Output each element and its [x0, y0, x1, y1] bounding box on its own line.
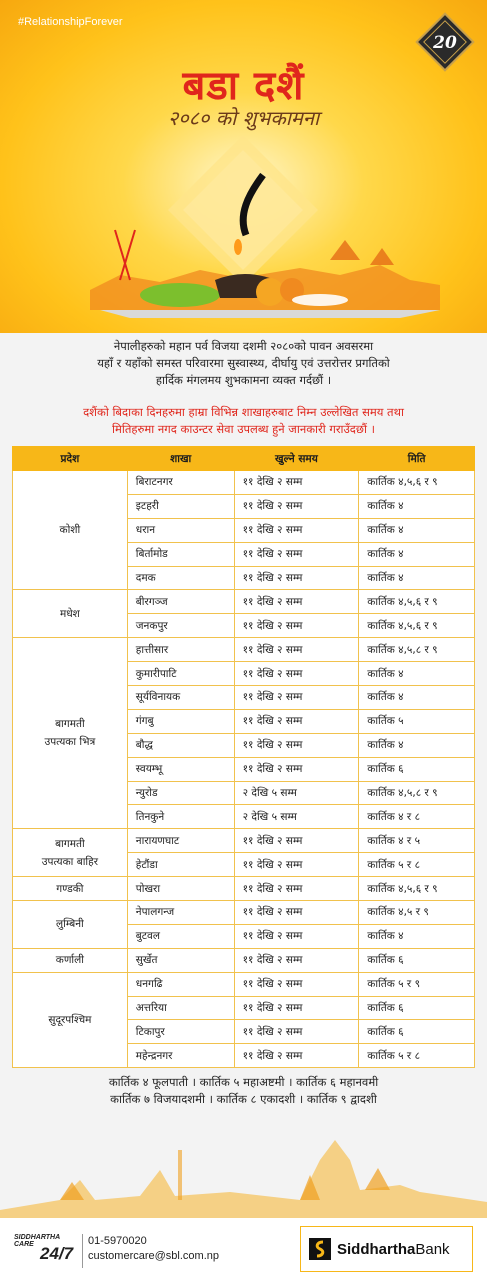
time-cell: ११ देखि २ सम्म	[234, 566, 359, 590]
time-cell: ११ देखि २ सम्म	[234, 853, 359, 877]
time-cell: ११ देखि २ सम्म	[234, 614, 359, 638]
branch-cell: नेपालगन्ज	[127, 901, 234, 925]
branch-cell: हेटौंडा	[127, 853, 234, 877]
branch-cell: कुमारीपाटि	[127, 662, 234, 686]
time-cell: ११ देखि २ सम्म	[234, 948, 359, 972]
page-subtitle: २०८० को शुभकामना	[167, 106, 320, 130]
time-cell: ११ देखि २ सम्म	[234, 877, 359, 901]
date-cell: कार्तिक ४	[359, 733, 475, 757]
province-cell: लुम्बिनी	[13, 901, 128, 949]
care-brand-text: SIDDHARTHA	[14, 1234, 61, 1241]
date-cell: कार्तिक ५	[359, 709, 475, 733]
email-link[interactable]: customercare@sbl.com.np	[88, 1250, 219, 1262]
time-cell: ११ देखि २ सम्म	[234, 996, 359, 1020]
column-header-date: मिति	[359, 447, 475, 471]
branch-schedule-table	[12, 446, 475, 1068]
branch-cell: बुटवल	[127, 924, 234, 948]
customer-care-logo	[14, 1234, 78, 1263]
date-cell: कार्तिक ४	[359, 542, 475, 566]
branch-cell: टिकापुर	[127, 1020, 234, 1044]
bank-name-rest: Bank	[415, 1240, 450, 1258]
date-cell: कार्तिक ६	[359, 948, 475, 972]
bank-logo	[300, 1226, 473, 1272]
branch-cell: पोखरा	[127, 877, 234, 901]
branch-cell: न्युरोड	[127, 781, 234, 805]
time-cell: २ देखि ५ सम्म	[234, 781, 359, 805]
time-cell: ११ देखि २ सम्म	[234, 471, 359, 495]
branch-cell: बीरगञ्ज	[127, 590, 234, 614]
province-cell: गण्डकी	[13, 877, 128, 901]
table-row	[13, 471, 475, 495]
branch-cell: जनकपुर	[127, 614, 234, 638]
date-cell: कार्तिक ४,५,६ र ९	[359, 614, 475, 638]
date-legend-line: कार्तिक ७ विजयादशमी । कार्तिक ८ एकादशी । कार्तिक ९ द्वादशी	[110, 1092, 377, 1106]
date-legend	[0, 1074, 487, 1108]
time-cell: ११ देखि २ सम्म	[234, 686, 359, 710]
branch-cell: धरान	[127, 518, 234, 542]
contact-info	[88, 1234, 219, 1264]
province-cell: बागमती उपत्यका बाहिर	[13, 829, 128, 877]
branch-cell: सूर्यविनायक	[127, 686, 234, 710]
time-cell: ११ देखि २ सम्म	[234, 709, 359, 733]
time-cell: ११ देखि २ सम्म	[234, 494, 359, 518]
phone-number[interactable]: 01-5970020	[88, 1235, 147, 1247]
table-body	[13, 471, 475, 1068]
date-cell: कार्तिक ४ र ८	[359, 805, 475, 829]
time-cell: ११ देखि २ सम्म	[234, 924, 359, 948]
date-cell: कार्तिक ५ र ९	[359, 972, 475, 996]
branch-cell: गंगबु	[127, 709, 234, 733]
time-cell: ११ देखि २ सम्म	[234, 638, 359, 662]
heritage-skyline-illustration	[0, 1130, 487, 1218]
festival-banner	[0, 0, 487, 333]
table-row	[13, 590, 475, 614]
province-cell: कर्णाली	[13, 948, 128, 972]
time-cell: ११ देखि २ सम्म	[234, 1020, 359, 1044]
date-cell: कार्तिक ५ र ८	[359, 1044, 475, 1068]
date-cell: कार्तिक ४,५,६ र ९	[359, 877, 475, 901]
greeting-message	[30, 338, 457, 389]
time-cell: ११ देखि २ सम्म	[234, 972, 359, 996]
time-cell: ११ देखि २ सम्म	[234, 757, 359, 781]
branch-cell: हात्तीसार	[127, 638, 234, 662]
bank-name	[337, 1241, 450, 1258]
branch-cell: बिर्तामोड	[127, 542, 234, 566]
time-cell: ११ देखि २ सम्म	[234, 1044, 359, 1068]
footer-divider	[82, 1234, 83, 1268]
table-header-row	[13, 447, 475, 471]
branch-cell: सुर्खेत	[127, 948, 234, 972]
time-cell: ११ देखि २ सम्म	[234, 901, 359, 925]
column-header-branch: शाखा	[127, 447, 234, 471]
date-cell: कार्तिक ४	[359, 494, 475, 518]
date-cell: कार्तिक ४,५,८ र ९	[359, 781, 475, 805]
time-cell: ११ देखि २ सम्म	[234, 733, 359, 757]
table-row	[13, 638, 475, 662]
care-hours-text: 24/7	[40, 1244, 74, 1263]
province-cell: कोशी	[13, 471, 128, 590]
date-cell: कार्तिक ६	[359, 1020, 475, 1044]
greeting-line: यहाँ र यहाँको समस्त परिवारमा सुस्वास्थ्य, दीर्घायु एवं उत्तरोत्तर प्रगतिको	[97, 356, 390, 370]
branch-cell: धनगढि	[127, 972, 234, 996]
page-title: बडा दशैं	[182, 63, 305, 109]
date-cell: कार्तिक ४	[359, 566, 475, 590]
branch-cell: अत्तरिया	[127, 996, 234, 1020]
date-cell: कार्तिक ४	[359, 924, 475, 948]
temple-skyline-illustration	[0, 220, 487, 330]
branch-cell: बौद्ध	[127, 733, 234, 757]
time-cell: ११ देखि २ सम्म	[234, 542, 359, 566]
anniversary-badge-text: 20	[433, 33, 457, 53]
notice-line: दशैंको बिदाका दिनहरुमा हाम्रा विभिन्न शाखाहरुबाट निम्न उल्लेखित समय तथा	[83, 405, 404, 419]
notice-line: मितिहरुमा नगद काउन्टर सेवा उपलब्ध हुने जानकारी गराउँदछौं ।	[112, 422, 375, 436]
province-cell: सुदूरपश्चिम	[13, 972, 128, 1068]
date-cell: कार्तिक ४	[359, 662, 475, 686]
date-cell: कार्तिक ६	[359, 996, 475, 1020]
date-cell: कार्तिक ५ र ८	[359, 853, 475, 877]
time-cell: २ देखि ५ सम्म	[234, 805, 359, 829]
footer	[0, 1218, 487, 1280]
table-row	[13, 901, 475, 925]
province-cell: बागमती उपत्यका भित्र	[13, 638, 128, 829]
date-cell: कार्तिक ४	[359, 686, 475, 710]
branch-cell: बिराटनगर	[127, 471, 234, 495]
date-cell: कार्तिक ४	[359, 518, 475, 542]
branch-cell: इटहरी	[127, 494, 234, 518]
table-row	[13, 972, 475, 996]
column-header-time: खुल्ने समय	[234, 447, 359, 471]
date-cell: कार्तिक ४,५ र ९	[359, 901, 475, 925]
table-row	[13, 829, 475, 853]
service-notice	[20, 404, 467, 438]
date-cell: कार्तिक ४ र ५	[359, 829, 475, 853]
province-cell: मधेश	[13, 590, 128, 638]
branch-cell: दमक	[127, 566, 234, 590]
greeting-line: हार्दिक मंगलमय शुभकामना व्यक्त गर्दछौं ।	[155, 373, 332, 387]
bank-name-bold: Siddhartha	[337, 1240, 416, 1258]
date-cell: कार्तिक ४,५,६ र ९	[359, 471, 475, 495]
time-cell: ११ देखि २ सम्म	[234, 829, 359, 853]
date-cell: कार्तिक ४,५,६ र ९	[359, 590, 475, 614]
table-row	[13, 948, 475, 972]
column-header-province: प्रदेश	[13, 447, 128, 471]
hashtag-text: #RelationshipForever	[18, 16, 123, 28]
care-label-text: CARE	[14, 1241, 34, 1248]
bank-emblem-icon	[309, 1238, 331, 1260]
branch-cell: तिनकुने	[127, 805, 234, 829]
date-cell: कार्तिक ६	[359, 757, 475, 781]
branch-cell: महेन्द्रनगर	[127, 1044, 234, 1068]
branch-cell: स्वयम्भू	[127, 757, 234, 781]
date-legend-line: कार्तिक ४ फूलपाती । कार्तिक ५ महाअष्टमी । कार्तिक ६ महानवमी	[108, 1075, 379, 1089]
date-cell: कार्तिक ४,५,८ र ९	[359, 638, 475, 662]
table-row	[13, 877, 475, 901]
time-cell: ११ देखि २ सम्म	[234, 518, 359, 542]
time-cell: ११ देखि २ सम्म	[234, 590, 359, 614]
time-cell: ११ देखि २ सम्म	[234, 662, 359, 686]
branch-cell: नारायणघाट	[127, 829, 234, 853]
greeting-line: नेपालीहरुको महान पर्व विजया दशमी २०८०को पावन अवसरमा	[113, 339, 374, 353]
